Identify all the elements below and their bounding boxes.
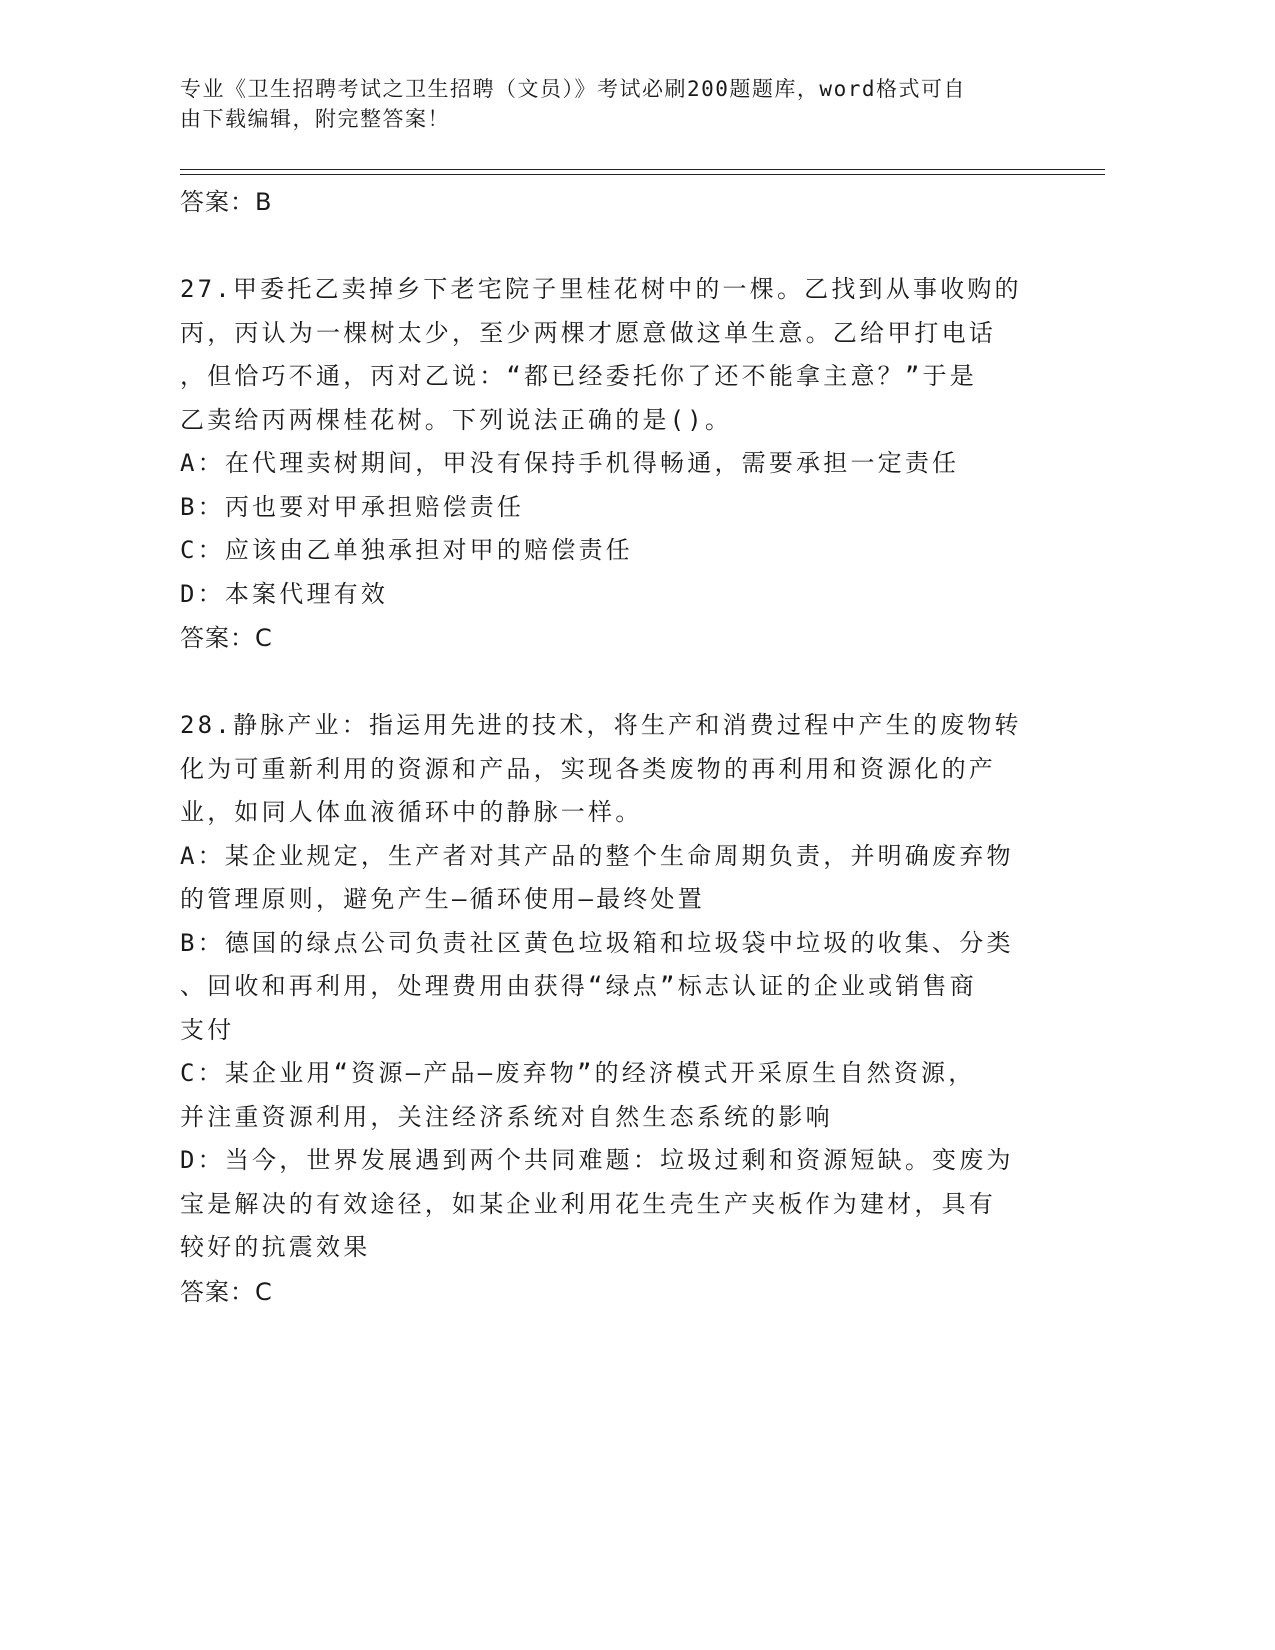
spacer (180, 224, 1040, 268)
question-27-option-c: C：应该由乙单独承担对甲的赔偿责任 (180, 536, 633, 564)
question-28 (180, 704, 1040, 1314)
question-27-option-b: B：丙也要对甲承担赔偿责任 (180, 492, 525, 521)
question-27 (180, 268, 1040, 660)
question-28-option-a: A：某企业规定，生产者对其产品的整个生命周期负责，并明确废弃物 的管理原则，避免产生—循环使用—最终处置 (180, 841, 1014, 913)
question-28-answer: 答案：C (180, 1277, 273, 1306)
question-28-option-d: D：当今，世界发展遇到两个共同难题：垃圾过剩和资源短缺。变废为 宝是解决的有效途径，如某企业利用花生壳生产夹板作为建材，具有 较好的抗震效果 (180, 1146, 1014, 1261)
question-27-option-d: D：本案代理有效 (180, 579, 389, 608)
question-27-answer: 答案：C (180, 624, 273, 652)
question-28-option-c: C：某企业用“资源—产品—废弃物”的经济模式开采原生自然资源， 并注重资源利用，关注经济系统对自然生态系统的影响 (180, 1059, 976, 1131)
question-28-option-b: B：德国的绿点公司负责社区黄色垃圾箱和垃圾袋中垃圾的收集、分类 、回收和再利用，处理费用由获得“绿点”标志认证的企业或销售商 支付 (180, 928, 1014, 1044)
page-header: 专业《卫生招聘考试之卫生招聘（文员）》考试必刷200题题库，word格式可自 由下载编辑，附完整答案！ (180, 77, 966, 131)
main-content (180, 180, 1040, 1314)
header-rule-top (180, 169, 1105, 170)
previous-answer: 答案：B (180, 188, 273, 216)
question-27-stem: 27.甲委托乙卖掉乡下老宅院子里桂花树中的一棵。乙找到从事收购的 丙，丙认为一棵树太少，至少两棵才愿意做这单生意。乙给甲打电话 ，但恰巧不通，丙对乙说：“都已经委托你了还不能拿主意？”于是 乙卖给丙两棵桂花树。下列说法正确的是()。 (180, 275, 1022, 434)
header-rule-bottom (180, 174, 1105, 175)
question-27-option-a: A：在代理卖树期间，甲没有保持手机得畅通，需要承担一定责任 (180, 449, 960, 477)
question-28-stem: 28.静脉产业：指运用先进的技术，将生产和消费过程中产生的废物转 化为可重新利用的资源和产品，实现各类废物的再利用和资源化的产 业，如同人体血液循环中的静脉一样。 (180, 711, 1022, 826)
spacer (180, 660, 1040, 704)
